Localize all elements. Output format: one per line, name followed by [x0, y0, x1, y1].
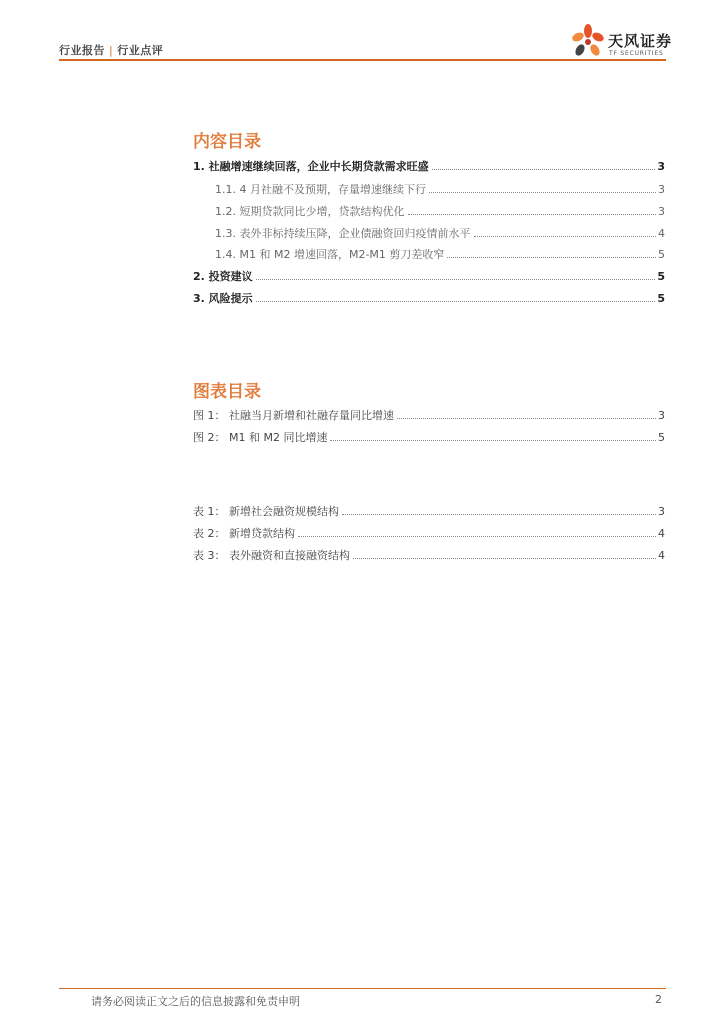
- toc-leader: [330, 439, 656, 441]
- toc-title: 内容目录: [193, 132, 261, 152]
- figure-list-item[interactable]: [193, 429, 665, 445]
- figure-list-item[interactable]: [193, 407, 665, 423]
- figures-title: 图表目录: [193, 382, 261, 402]
- table-item-label: 表 1： 新增社会融资规模结构: [193, 505, 339, 518]
- page-number: 2: [655, 993, 662, 1006]
- figure-item-page: 5: [658, 431, 665, 444]
- footer-disclaimer: 请务必阅读正文之后的信息披露和免责申明: [91, 995, 300, 1008]
- footer-rule: [59, 988, 666, 989]
- toc-leader: [408, 213, 657, 215]
- toc-item[interactable]: [215, 225, 665, 241]
- table-list-item[interactable]: [193, 525, 665, 541]
- table-list-item[interactable]: [193, 503, 665, 519]
- toc-leader: [429, 191, 656, 193]
- category-label: 行业报告: [59, 44, 105, 57]
- toc-leader: [432, 168, 656, 170]
- toc-item-page: 3: [658, 205, 665, 218]
- toc-leader: [397, 417, 656, 419]
- table-item-label: 表 3： 表外融资和直接融资结构: [193, 549, 350, 562]
- toc-item[interactable]: [215, 246, 665, 262]
- toc-item-label: 3. 风险提示: [193, 292, 253, 305]
- table-item-page: 4: [658, 527, 665, 540]
- toc-leader: [256, 300, 656, 302]
- toc-item[interactable]: [193, 290, 665, 306]
- toc-item-page: 5: [657, 270, 665, 283]
- subcategory-label: 行业点评: [117, 44, 164, 57]
- logo-name-cn: 天风证券: [608, 32, 673, 50]
- toc-item-page: 3: [658, 183, 665, 196]
- toc-leader: [298, 535, 656, 537]
- figure-item-label: 图 2： M1 和 M2 同比增速: [193, 431, 328, 444]
- figure-item-label: 图 1： 社融当月新增和社融存量同比增速: [193, 409, 394, 422]
- toc-item[interactable]: [215, 181, 665, 197]
- header-rule: [59, 59, 666, 61]
- toc-item-page: 5: [657, 292, 665, 305]
- toc-item-page: 5: [658, 248, 665, 261]
- toc-leader: [256, 278, 656, 280]
- logo-name-en: TF SECURITIES: [609, 50, 664, 57]
- toc-item-label: 1. 社融增速继续回落，企业中长期贷款需求旺盛: [193, 160, 429, 173]
- toc-item-label: 2. 投资建议: [193, 270, 253, 283]
- toc-item-page: 4: [658, 227, 665, 240]
- company-logo: [568, 22, 688, 62]
- toc-item-page: 3: [657, 160, 665, 173]
- table-list-item[interactable]: [193, 547, 665, 563]
- toc-leader: [353, 557, 656, 559]
- toc-item[interactable]: [193, 158, 665, 174]
- petal-logo-icon: [568, 22, 608, 62]
- header-separator: |: [109, 44, 114, 57]
- toc-leader: [447, 256, 656, 258]
- report-category: [59, 42, 163, 58]
- table-item-label: 表 2： 新增贷款结构: [193, 527, 295, 540]
- table-item-page: 4: [658, 549, 665, 562]
- figure-item-page: 3: [658, 409, 665, 422]
- toc-item-label: 1.2. 短期贷款同比少增，贷款结构优化: [215, 205, 405, 218]
- toc-item-label: 1.1. 4 月社融不及预期，存量增速继续下行: [215, 183, 426, 196]
- toc-item[interactable]: [193, 268, 665, 284]
- toc-item-label: 1.3. 表外非标持续压降，企业债融资回归疫情前水平: [215, 227, 471, 240]
- toc-item-label: 1.4. M1 和 M2 增速回落，M2-M1 剪刀差收窄: [215, 248, 445, 261]
- toc-leader: [342, 513, 656, 515]
- table-item-page: 3: [658, 505, 665, 518]
- toc-item[interactable]: [215, 203, 665, 219]
- toc-leader: [474, 235, 657, 237]
